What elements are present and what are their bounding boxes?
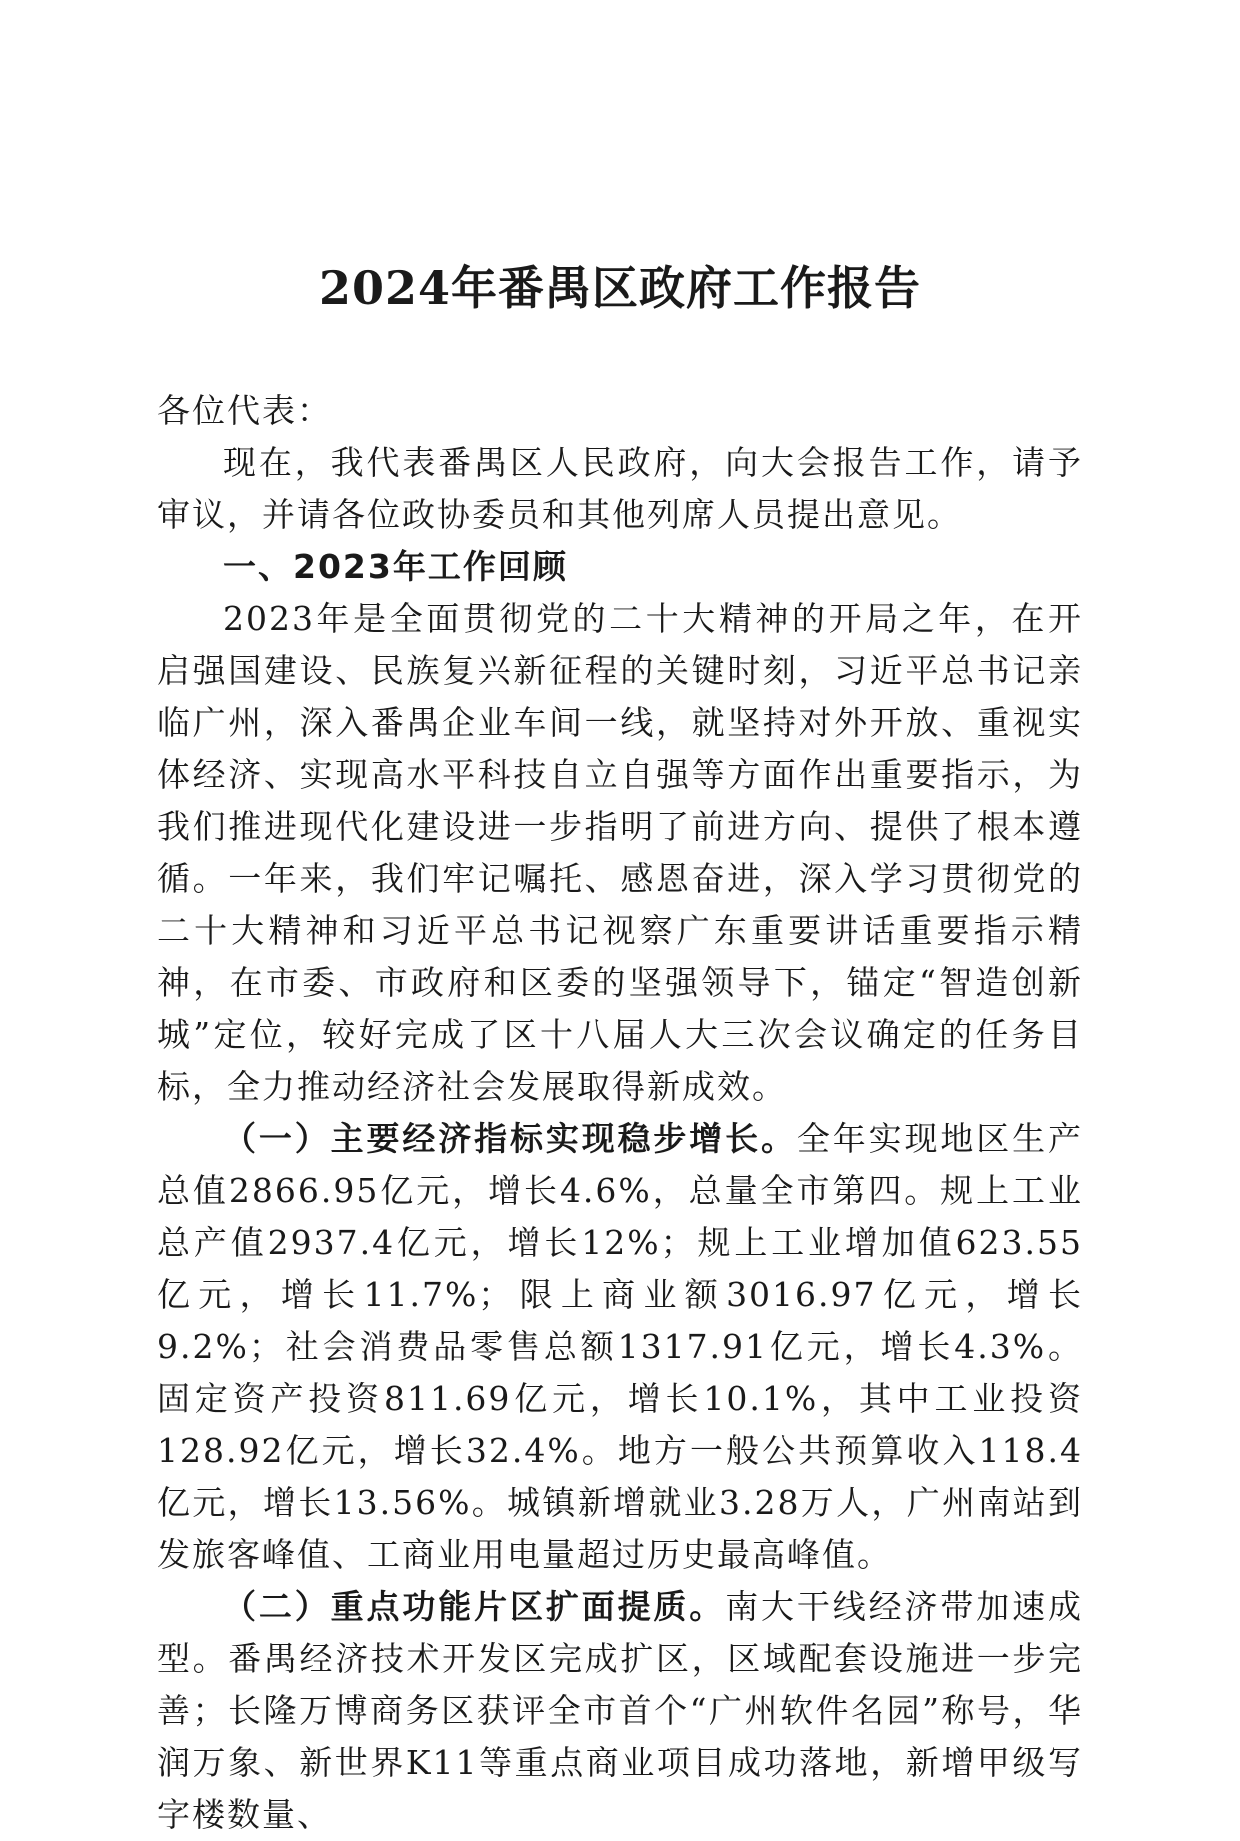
item-heading-2: （二）重点功能片区扩面提质。 [223, 1587, 726, 1626]
section-paragraph: 2023年是全面贯彻党的二十大精神的开局之年，在开启强国建设、民族复兴新征程的关键时刻，习近平总书记亲临广州，深入番禺企业车间一线，就坚持对外开放、重视实体经济、实现高水平科技自立自强等方面作出重要指示，为我们推进现代化建设进一步指明了前进方向、提供了根本遵循。一年来，我们牢记嘱托、感恩奋进，深入学习贯彻党的二十大精神和习近平总书记视察广东重要讲话重要指示精神，在市委、市政府和区委的坚强领导下，锚定“智造创新城”定位，较好完成了区十八届人大三次会议确定的任务目标，全力推动经济社会发展取得新成效。 [157, 599, 1083, 1106]
item-heading-1: （一）主要经济指标实现稳步增长。 [223, 1119, 797, 1158]
salutation: 各位代表： [157, 391, 332, 430]
page-title: 2024年番禺区政府工作报告 [318, 261, 922, 315]
item-text-1: 全年实现地区生产总值2866.95亿元，增长4.6%，总量全市第四。规上工业总产值2937.4亿元，增长12%；规上工业增加值623.55亿元，增长11.7%；限上商业额3016.97亿元，增长9.2%；社会消费品零售总额1317.91亿元，增长4.3%。固定资产投资811.69亿元，增长10.1%，其中工业投资128.92亿元，增长32.4%。地方一般公共预算收入118.4亿元，增长13.56%。城镇新增就业3.28万人，广州南站到发旅客峰值、工商业用电量超过历史最高峰值。 [157, 1119, 1084, 1574]
document-body [157, 385, 1083, 1841]
section-heading: 一、2023年工作回顾 [223, 547, 568, 586]
item-paragraph-1 [157, 1113, 1083, 1581]
intro-paragraph: 现在，我代表番禺区人民政府，向大会报告工作，请予审议，并请各位政协委员和其他列席人员提出意见。 [157, 443, 1083, 534]
item-text-2: 南大干线经济带加速成型。番禺经济技术开发区完成扩区，区域配套设施进一步完善；长隆万博商务区获评全市首个“广州软件名园”称号，华润万象、新世界K11等重点商业项目成功落地，新增甲级写字楼数量、 [157, 1587, 1084, 1834]
item-paragraph-2 [157, 1581, 1083, 1841]
